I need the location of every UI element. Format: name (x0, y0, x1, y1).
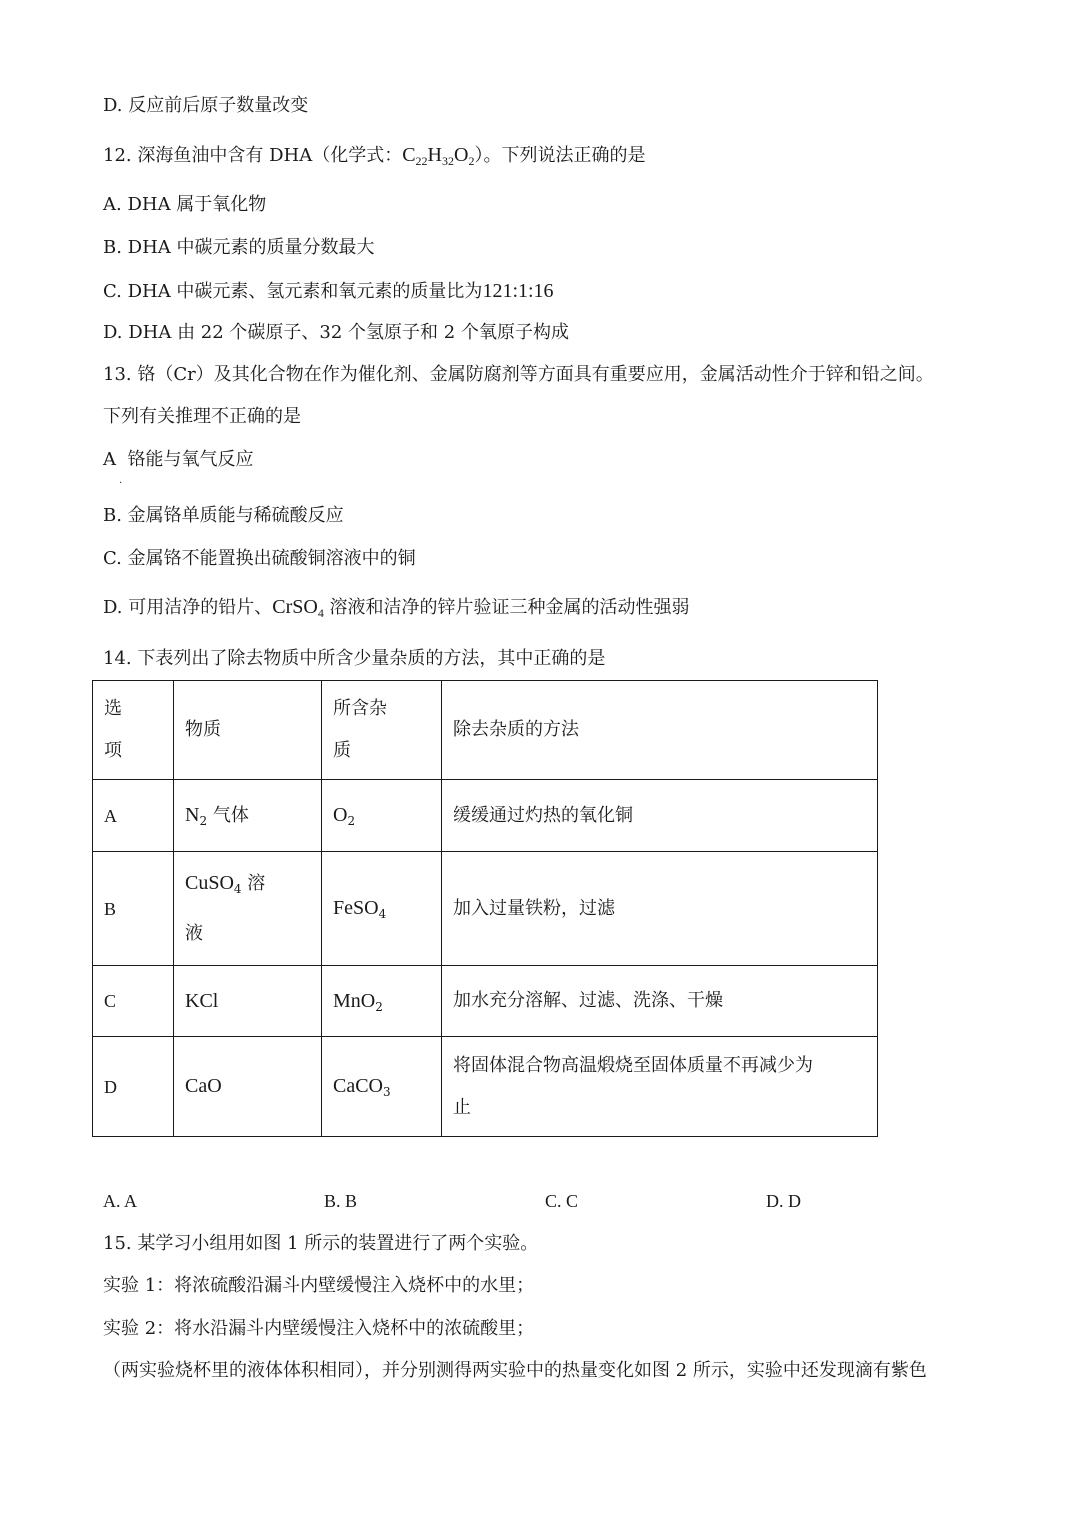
q13-option-d-prefix: D. 可用洁净的铅片、 (103, 597, 273, 618)
row-c-substance (174, 966, 322, 1037)
header-substance: 物质 (174, 681, 322, 780)
q13-option-b: B. 金属铬单质能与稀硫酸反应 (103, 505, 344, 526)
dha-formula (402, 144, 474, 166)
header-option-line1: 选 (104, 698, 122, 719)
header-option-line2: 项 (104, 740, 122, 761)
row-b-substance (174, 852, 322, 966)
q15-note: （两实验烧杯里的液体体积相同），并分别测得两实验中的热量变化如图 2 所示，实验中还发现滴有紫色 (103, 1360, 927, 1381)
formula-h-sub: 32 (442, 154, 454, 168)
row-a-method: 缓缓通过灼热的氧化铜 (442, 780, 878, 852)
n2-sub: 2 (199, 814, 208, 828)
row-a-option: A (93, 780, 174, 852)
caco3-text: CaCO (333, 1075, 383, 1097)
row-c-method: 加水充分溶解、过滤、洗涤、干燥 (442, 966, 878, 1037)
q12-option-b: B. DHA 中碳元素的质量分数最大 (103, 237, 375, 258)
row-d-method-line1: 将固体混合物高温煅烧至固体质量不再减少为 (453, 1054, 813, 1076)
feso4-text: FeSO (333, 897, 379, 919)
q12-option-d: D. DHA 由 22 个碳原子、32 个氢原子和 2 个氧原子构成 (103, 322, 569, 343)
table-row (93, 852, 878, 966)
row-b-method: 加入过量铁粉，过滤 (442, 852, 878, 966)
header-method: 除去杂质的方法 (442, 681, 878, 780)
row-b-substance-tail: 溶 (247, 873, 266, 894)
formula-h: H (427, 144, 442, 166)
row-d-substance (174, 1037, 322, 1137)
q13-option-d (103, 595, 690, 620)
row-a-impurity (322, 780, 442, 852)
crso4-formula (272, 596, 324, 618)
table-row (93, 966, 878, 1037)
row-c-option: C (93, 966, 174, 1037)
o2-sub: 2 (347, 814, 356, 828)
o2-text: O (333, 804, 348, 826)
q13-option-a-label: A (103, 449, 116, 470)
q12-option-c (103, 279, 554, 304)
row-b-substance-tail2: 液 (185, 923, 203, 944)
row-d-method-line2: 止 (453, 1096, 471, 1118)
q15-exp2: 实验 2：将水沿漏斗内壁缓慢注入烧杯中的浓硫酸里； (103, 1318, 535, 1339)
crso4-sub: 4 (317, 606, 324, 620)
q13-option-a-dot: . (119, 475, 123, 486)
q13-stem-line1: 13. 铬（Cr）及其化合物在作为催化剂、金属防腐剂等方面具有重要应用，金属活动性介于锌和铅之间。 (103, 364, 934, 385)
q14-answer-a: A. A (103, 1191, 138, 1211)
row-b-option: B (93, 852, 174, 966)
formula-o: O (454, 144, 469, 166)
q15-stem: 15. 某学习小组用如图 1 所示的装置进行了两个实验。 (103, 1233, 539, 1254)
formula-c: C (402, 144, 416, 166)
row-d-option: D (93, 1037, 174, 1137)
q13-option-a-text: 铬能与氧气反应 (127, 449, 254, 470)
caco3-sub: 3 (383, 1085, 391, 1099)
row-d-impurity (322, 1037, 442, 1137)
header-impurity-line1: 所含杂 (333, 698, 387, 719)
table-row (93, 780, 878, 852)
q14-answer-d: D. D (766, 1191, 801, 1211)
mno2-sub: 2 (375, 999, 383, 1014)
header-impurity-line2: 质 (333, 740, 351, 761)
q14-answer-b: B. B (324, 1191, 358, 1211)
q12-option-c-ratio: 121:1:16 (482, 280, 554, 302)
q12-stem (103, 143, 645, 168)
header-option (93, 681, 174, 780)
row-a-substance-tail: 气体 (212, 805, 249, 826)
q14-stem: 14. 下表列出了除去物质中所含少量杂质的方法，其中正确的是 (103, 648, 606, 669)
q12-option-a: A. DHA 属于氧化物 (103, 194, 267, 215)
q13-stem-line2: 下列有关推理不正确的是 (103, 406, 301, 427)
row-c-impurity (322, 966, 442, 1037)
n2-text: N (185, 804, 200, 826)
cuso4-sub: 4 (233, 882, 242, 896)
crso4-text: CrSO (272, 596, 318, 618)
cao-text: CaO (185, 1075, 222, 1097)
q11-option-d: D. 反应前后原子数量改变 (103, 95, 309, 116)
q12-stem-suffix: ）。下列说法正确的是 (474, 145, 646, 166)
cuso4-text: CuSO (185, 872, 234, 894)
feso4-sub: 4 (378, 907, 387, 921)
q12-option-c-text: C. DHA 中碳元素、氢元素和氧元素的质量比为 (103, 281, 483, 302)
q13-option-a (103, 448, 253, 472)
q15-exp1: 实验 1：将浓硫酸沿漏斗内壁缓慢注入烧杯中的水里； (103, 1275, 535, 1296)
mno2-text: MnO (333, 989, 376, 1012)
formula-o-sub: 2 (468, 154, 475, 168)
kcl-text: KCl (185, 989, 219, 1012)
row-a-substance (174, 780, 322, 852)
impurity-table (92, 680, 878, 1137)
q14-answer-c: C. C (545, 1191, 579, 1211)
q12-stem-prefix: 12. 深海鱼油中含有 DHA（化学式： (103, 145, 403, 166)
q13-option-c: C. 金属铬不能置换出硫酸铜溶液中的铜 (103, 548, 416, 569)
formula-c-sub: 22 (415, 154, 428, 168)
row-b-impurity (322, 852, 442, 966)
row-d-method (442, 1037, 878, 1137)
header-impurity (322, 681, 442, 780)
q13-option-d-suffix: 溶液和洁净的锌片验证三种金属的活动性强弱 (329, 597, 690, 618)
table-header-row (93, 681, 878, 780)
table-row (93, 1037, 878, 1137)
